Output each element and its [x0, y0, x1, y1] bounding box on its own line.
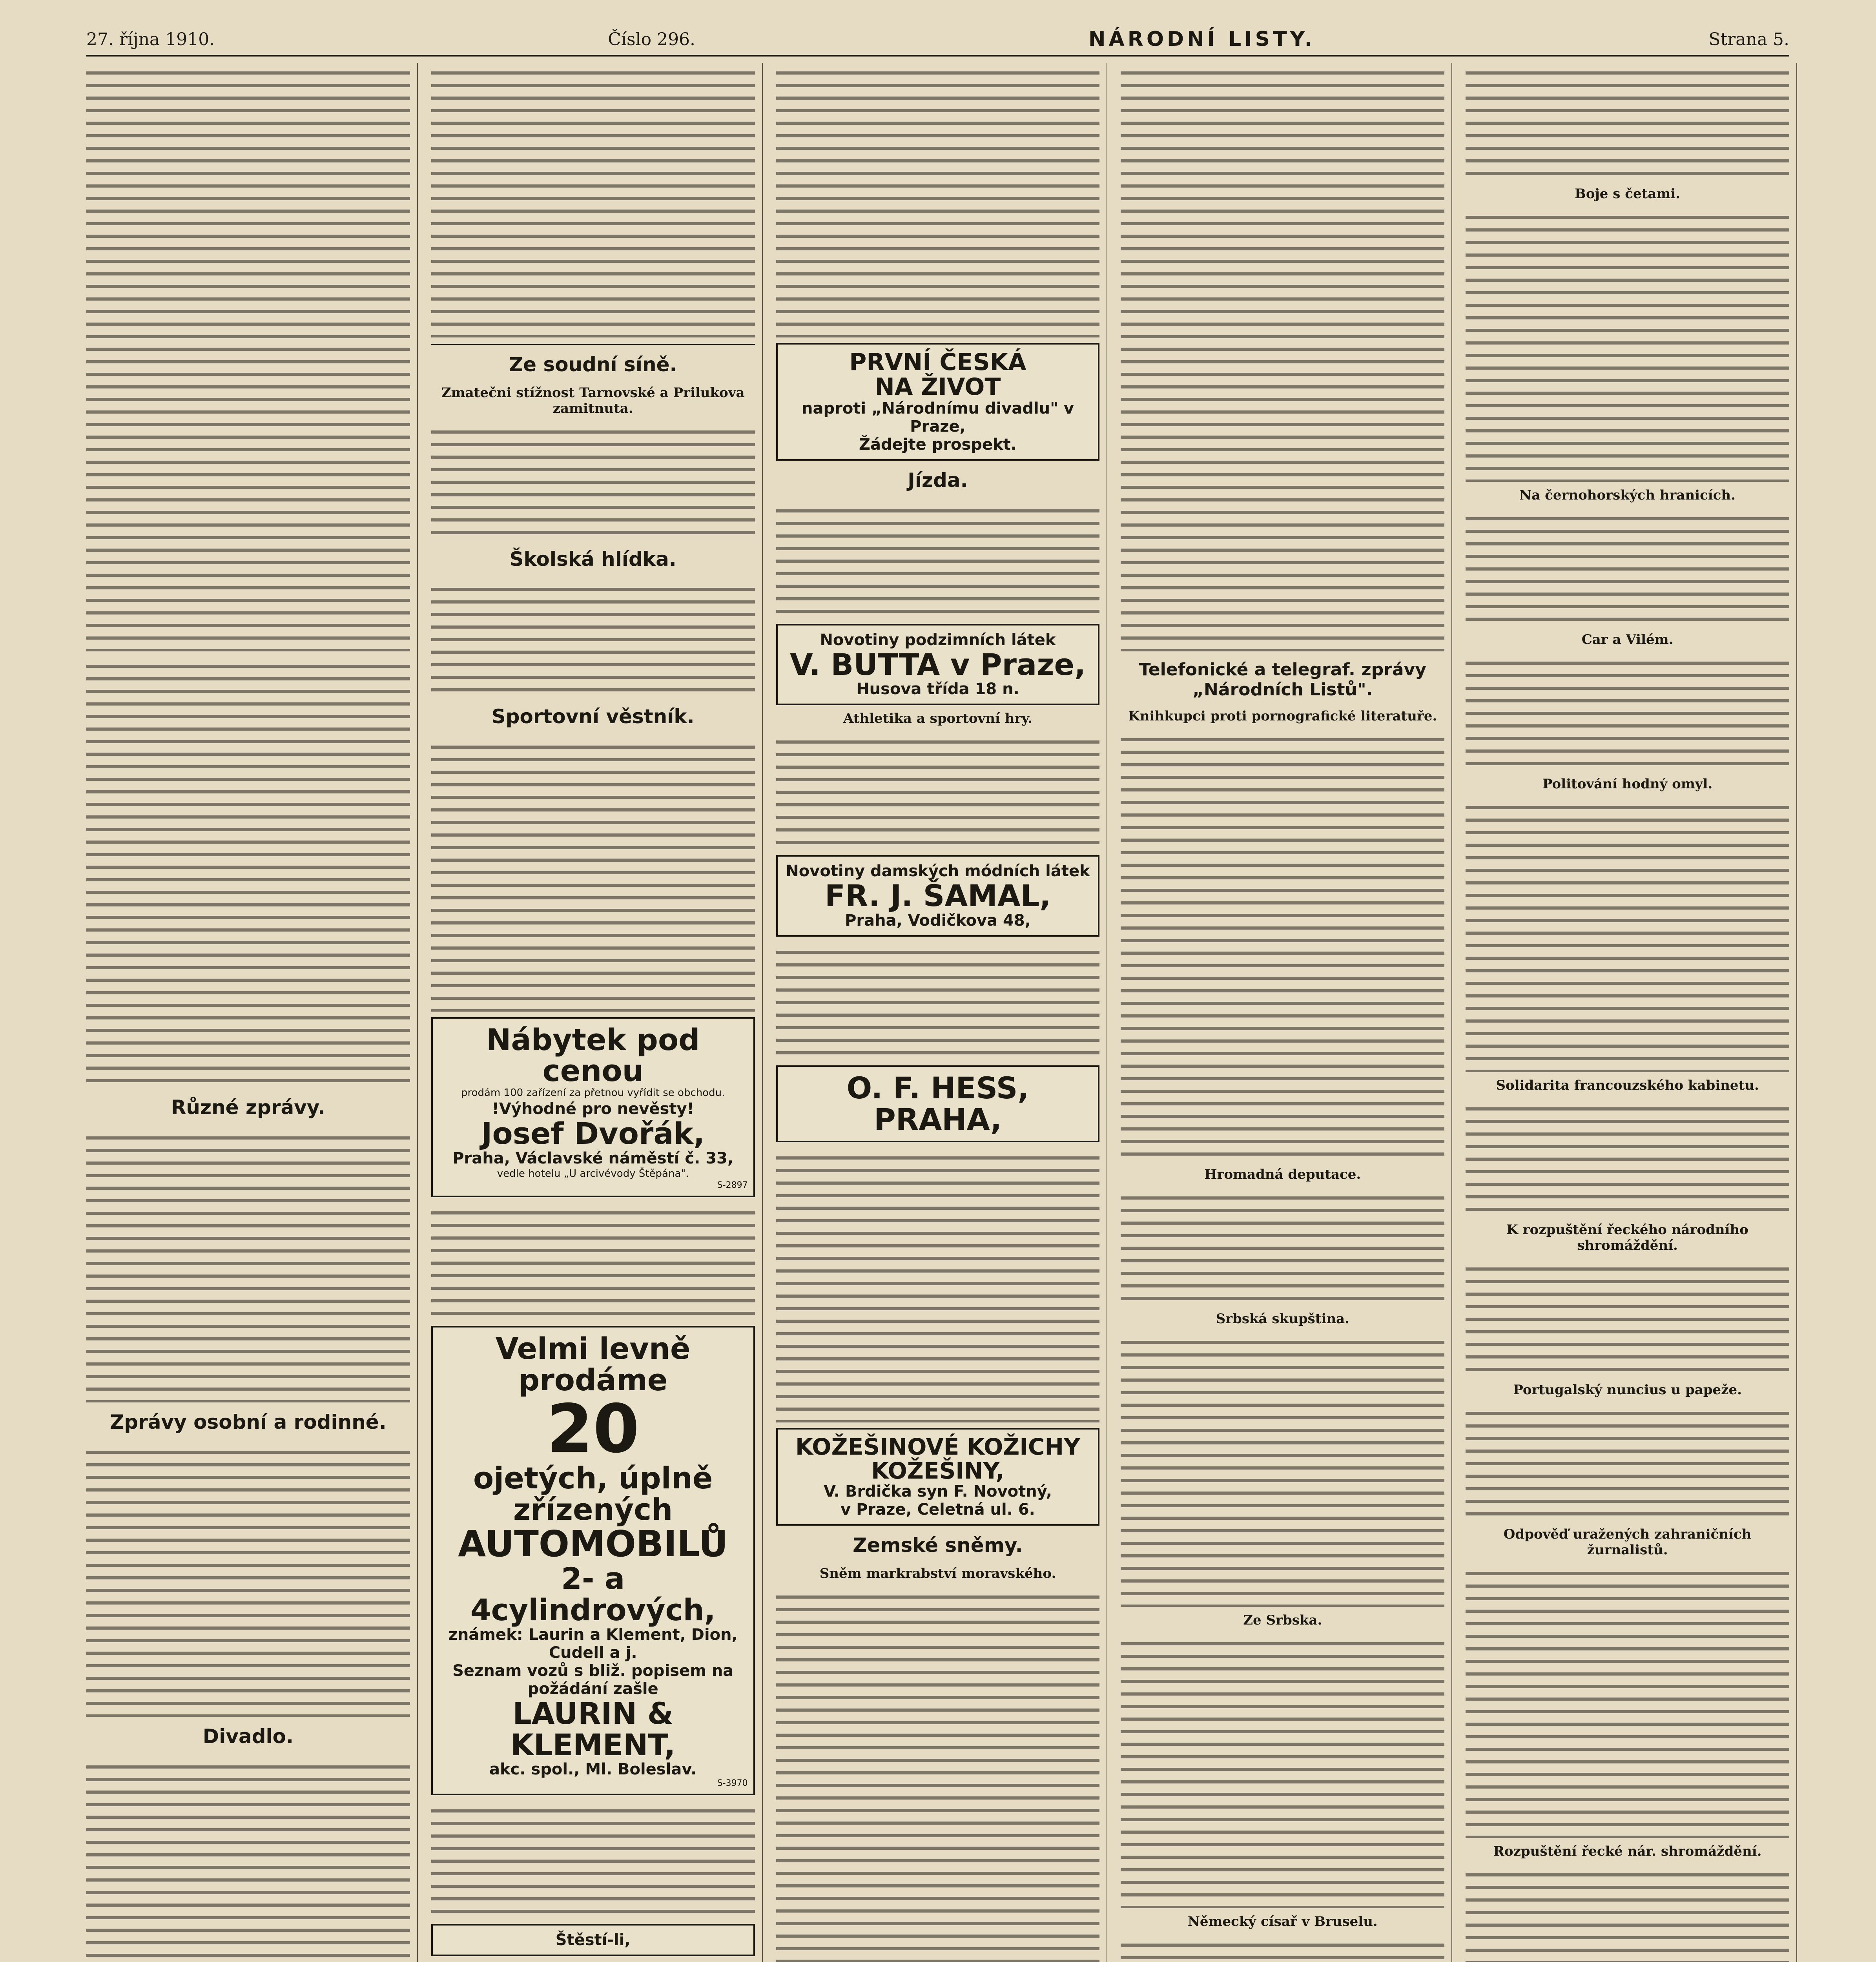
section-heading: Sportovní věstník.	[491, 705, 695, 728]
subheading: Politování hodný omyl.	[1542, 776, 1713, 792]
newspaper-title: NÁRODNÍ LISTY.	[1088, 27, 1316, 51]
text-block	[1466, 63, 1789, 181]
section-heading: Ze soudní síně.	[509, 353, 677, 376]
issue-date: 27. října 1910.	[86, 29, 215, 49]
divider	[431, 344, 755, 345]
text-block	[86, 1442, 410, 1717]
subheading: Srbská skupština.	[1216, 1311, 1349, 1327]
ad-city: PRAHA,	[874, 1101, 1002, 1137]
advertisement-furniture	[431, 1017, 755, 1198]
text-block	[1466, 1099, 1789, 1216]
text-block	[776, 501, 1100, 618]
section-heading: Různé zprávy.	[171, 1096, 325, 1119]
subheading: Sněm markrabství moravského.	[819, 1565, 1056, 1581]
subheading: Car a Vilém.	[1581, 632, 1674, 647]
ad-text: naproti „Národnímu divadlu" v Praze,	[801, 399, 1074, 436]
text-block	[431, 1203, 755, 1320]
text-block	[1466, 1563, 1789, 1838]
text-block	[776, 1148, 1100, 1422]
ad-code: S-3970	[717, 1778, 748, 1789]
advertisement-automobiles	[431, 1326, 755, 1795]
text-block	[1466, 797, 1789, 1072]
text-block	[776, 942, 1100, 1060]
ad-text: 2- a 4cylindrových,	[470, 1561, 716, 1628]
ad-text: známek: Laurin a Klement, Dion, Cudell a j.	[448, 1625, 738, 1662]
ad-text: Husova třída 18 n.	[856, 680, 1019, 698]
ad-text: prodám 100 zařízení za přetnou vyřídit se obchodu.	[461, 1087, 725, 1099]
ad-title: Nábytek pod cenou	[486, 1022, 700, 1089]
ad-text: vedle hotelu „U arcivévody Štěpána".	[497, 1167, 689, 1180]
column-2	[431, 63, 763, 1962]
ad-name: Josef Dvořák,	[481, 1116, 705, 1151]
text-block	[1121, 1634, 1444, 1908]
ad-text: Praha, Vodičkova 48,	[845, 912, 1031, 930]
subheading: Athletika a sportovní hry.	[843, 711, 1033, 727]
ad-text: v Praze, Celetná ul. 6.	[840, 1501, 1035, 1519]
subheading: Rozpuštění řecké nár. shromáždění.	[1493, 1843, 1762, 1859]
text-block	[1121, 63, 1444, 651]
text-block	[86, 1757, 410, 1962]
ad-text: !Výhodné pro nevěsty!	[492, 1100, 694, 1118]
text-block	[1121, 1188, 1444, 1306]
subheading: Hromadná deputace.	[1204, 1167, 1361, 1183]
ad-name: FR. J. ŠAMAL,	[824, 878, 1051, 914]
subheading: Boje s četami.	[1575, 186, 1681, 202]
text-block	[1466, 1865, 1789, 1962]
text-block	[1466, 1259, 1789, 1377]
column-4	[1121, 63, 1452, 1962]
section-heading: Zemské sněmy.	[853, 1534, 1023, 1557]
ad-title: AUTOMOBILŮ	[458, 1523, 728, 1565]
ad-text: Žádejte prospekt.	[859, 436, 1017, 454]
text-block	[776, 1587, 1100, 1962]
section-heading: Zprávy osobní a rodinné.	[110, 1410, 387, 1433]
subheading: Ze Srbska.	[1243, 1612, 1322, 1628]
page-number: Strana 5.	[1708, 29, 1789, 49]
ad-text: Novotiny damských módních látek	[786, 862, 1090, 881]
text-block	[1121, 1332, 1444, 1607]
columns	[86, 63, 1797, 1962]
ad-name: V. BUTTA v Praze,	[790, 647, 1086, 682]
ad-headline: Velmi levně prodáme	[495, 1331, 691, 1398]
column-5	[1466, 63, 1797, 1962]
text-block	[776, 732, 1100, 850]
advertisement-samal	[776, 855, 1100, 937]
text-block	[431, 1801, 755, 1918]
subheading: Odpověď uražených zahraničních žurnalistů.	[1503, 1526, 1752, 1558]
advertisement-lottery	[431, 1924, 755, 1956]
masthead	[86, 24, 1789, 57]
advertisement-butta	[776, 624, 1100, 706]
subheading: Německý císař v Bruselu.	[1187, 1914, 1378, 1930]
issue-number: Číslo 296.	[608, 29, 696, 49]
text-block	[1466, 509, 1789, 626]
ad-code: S-2897	[717, 1180, 748, 1191]
text-block	[86, 656, 410, 1088]
column-3	[776, 63, 1108, 1962]
ad-title: NA ŽIVOT	[875, 373, 1001, 401]
ad-text: Seznam vozů s bliž. popisem na požádání zašle	[452, 1661, 734, 1698]
text-block	[1121, 1935, 1444, 1962]
text-block	[1121, 729, 1444, 1161]
subheading: Na černohorských hranicích.	[1519, 487, 1736, 503]
subheading: Portugalský nuncius u papeže.	[1513, 1382, 1742, 1398]
ad-name: O. F. HESS,	[846, 1070, 1029, 1106]
text-block	[1466, 653, 1789, 771]
subheading: Knihkupci proti pornografické literatuře.	[1128, 708, 1437, 724]
subheading: K rozpuštění řeckého národního shromáždění.	[1506, 1222, 1748, 1253]
ad-text: Štěstí-li,	[555, 1931, 631, 1949]
advertisement-hess	[776, 1065, 1100, 1142]
advertisement-furs	[776, 1428, 1100, 1526]
text-block	[431, 579, 755, 697]
subheading: Solidarita francouzského kabinetu.	[1496, 1078, 1759, 1093]
section-heading: Jízda.	[908, 469, 968, 492]
text-block	[1466, 207, 1789, 482]
ad-title: KOŽEŠINOVÉ KOŽICHY KOŽEŠINY,	[795, 1433, 1081, 1484]
section-heading: Telefonické a telegraf. zprávy „Národních Listů".	[1139, 660, 1426, 700]
ad-text: Praha, Václavské náměstí č. 33,	[452, 1149, 734, 1167]
text-block	[1466, 1403, 1789, 1521]
ad-number: 20	[546, 1390, 640, 1468]
ad-firm: LAURIN & KLEMENT,	[510, 1696, 676, 1762]
text-block	[431, 737, 755, 1012]
section-heading: Školská hlídka.	[509, 547, 676, 571]
ad-text: akc. spol., Ml. Boleslav.	[489, 1760, 697, 1779]
ad-title: PRVNÍ ČESKÁ	[849, 348, 1026, 376]
column-1	[86, 63, 418, 1962]
text-block	[86, 63, 410, 651]
ad-text: ojetých, úplně zřízených	[473, 1461, 713, 1527]
text-block	[431, 422, 755, 540]
ad-text: Novotiny podzimních látek	[820, 631, 1056, 649]
section-heading: Divadlo.	[202, 1725, 294, 1748]
text-block	[86, 1128, 410, 1402]
advertisement-insurance	[776, 343, 1100, 461]
text-block	[431, 63, 755, 337]
subheading: Zmatečni stížnost Tarnovské a Prilukova zamitnuta.	[441, 385, 745, 416]
text-block	[776, 63, 1100, 337]
ad-name: V. Brdička syn F. Novotný,	[824, 1482, 1052, 1501]
